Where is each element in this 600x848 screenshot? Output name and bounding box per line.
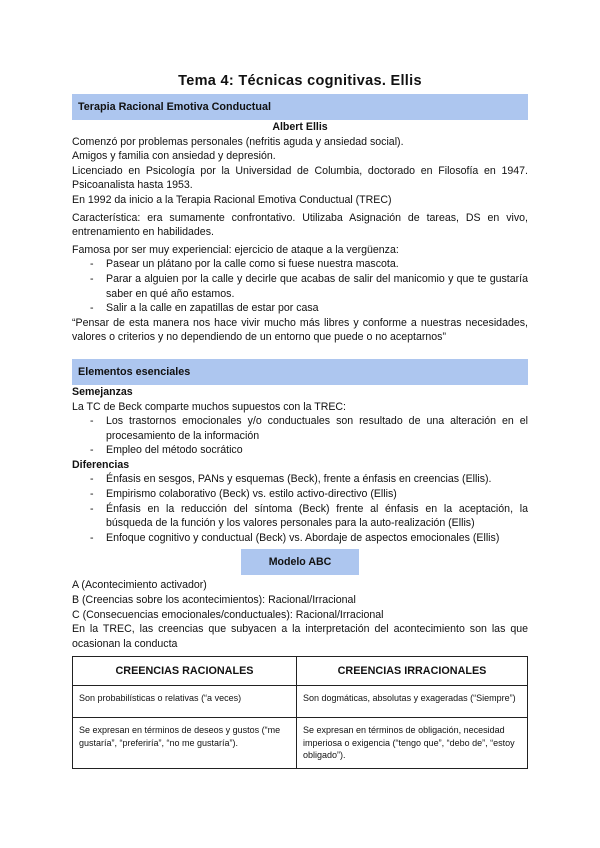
bio-line: Licenciado en Psicología por la Universidad de Columbia, doctorado en Filosofía en 1947. Psicoanalista hasta 1953. xyxy=(72,164,528,192)
author-name: Albert Ellis xyxy=(272,121,328,133)
table-header-row xyxy=(73,657,528,686)
semejanzas-intro: La TC de Beck comparte muchos supuestos con la TREC: xyxy=(72,400,346,413)
column-header: CREENCIAS RACIONALES xyxy=(73,657,297,686)
bio-line: Amigos y familia con ansiedad y depresión. xyxy=(72,150,276,163)
column-header: CREENCIAS IRRACIONALES xyxy=(297,657,528,686)
diferencias-title: Diferencias xyxy=(72,458,130,471)
bio-line: Comenzó por problemas personales (nefritis aguda y ansiedad social). xyxy=(72,135,404,148)
abc-line: C (Consecuencias emocionales/conductuales): Racional/Irracional xyxy=(72,608,384,621)
section-heading-trec: Terapia Racional Emotiva Conductual xyxy=(72,94,528,120)
table-cell: Se expresan en términos de obligación, necesidad imperiosa o exigencia (“tengo que”, “debo de”, “estoy obligado”). xyxy=(297,718,528,769)
document-page xyxy=(72,72,528,769)
caracteristica-paragraph: Característica: era sumamente confrontativo. Utilizaba Asignación de tareas, DS en vivo, entrenamiento en habilidades. xyxy=(72,211,528,239)
diferencias-list xyxy=(72,472,528,545)
list-item: - Énfasis en sesgos, PANs y esquemas (Beck), frente a énfasis en creencias (Ellis). xyxy=(90,472,528,487)
table-row xyxy=(73,686,528,718)
table-row xyxy=(73,718,528,769)
abc-line: A (Acontecimiento activador) xyxy=(72,579,207,592)
list-item: - Salir a la calle en zapatillas de estar por casa xyxy=(90,301,528,316)
modelo-abc-heading: Modelo ABC xyxy=(241,549,359,575)
bio-line: En 1992 da inicio a la Terapia Racional Emotiva Conductual (TREC) xyxy=(72,193,392,206)
list-item: - Empirismo colaborativo (Beck) vs. estilo activo-directivo (Ellis) xyxy=(90,487,528,502)
creencias-table xyxy=(72,656,528,769)
table-cell: Son dogmáticas, absolutas y exageradas (“Siempre”) xyxy=(297,686,528,718)
section-heading-elementos: Elementos esenciales xyxy=(72,359,528,385)
table-cell: Son probabilísticas o relativas (“a veces) xyxy=(73,686,297,718)
table-cell: Se expresan en términos de deseos y gustos (“me gustaría”, “preferiría”, “no me gustaría”). xyxy=(73,718,297,769)
abc-line: B (Creencias sobre los acontecimientos): Racional/Irracional xyxy=(72,594,356,607)
page-title: Tema 4: Técnicas cognitivas. Ellis xyxy=(178,73,422,89)
list-item: - Empleo del método socrático xyxy=(90,443,528,458)
quote-paragraph: “Pensar de esta manera nos hace vivir mucho más libres y conforme a nuestras necesidades, valores o criterios y no dependiendo de un entorno que puede o no aceptarnos” xyxy=(72,316,528,344)
list-item: - Enfoque cognitivo y conductual (Beck) vs. Abordaje de aspectos emocionales (Ellis) xyxy=(90,531,528,546)
list-item: - Pasear un plátano por la calle como si fuese nuestra mascota. xyxy=(90,257,528,272)
list-item: - Parar a alguien por la calle y decirle que acabas de salir del manicomio y que te gustaría saber en qué año estamos. xyxy=(90,272,528,301)
list-item: - Énfasis en la reducción del síntoma (Beck) frente al énfasis en la aceptación, la búsqueda de la función y los valores personales para la auto-realización (Ellis) xyxy=(90,502,528,531)
ejercicios-list xyxy=(72,257,528,315)
semejanzas-list xyxy=(72,414,528,458)
famosa-paragraph: Famosa por ser muy experiencial: ejercicio de ataque a la vergüenza: xyxy=(72,243,399,256)
semejanzas-title: Semejanzas xyxy=(72,385,133,398)
list-item: - Los trastornos emocionales y/o conductuales son resultado de una alteración en el procesamiento de la información xyxy=(90,414,528,443)
abc-intro: En la TREC, las creencias que subyacen a la interpretación del acontecimiento son las que ocasionan la conducta xyxy=(72,623,528,650)
